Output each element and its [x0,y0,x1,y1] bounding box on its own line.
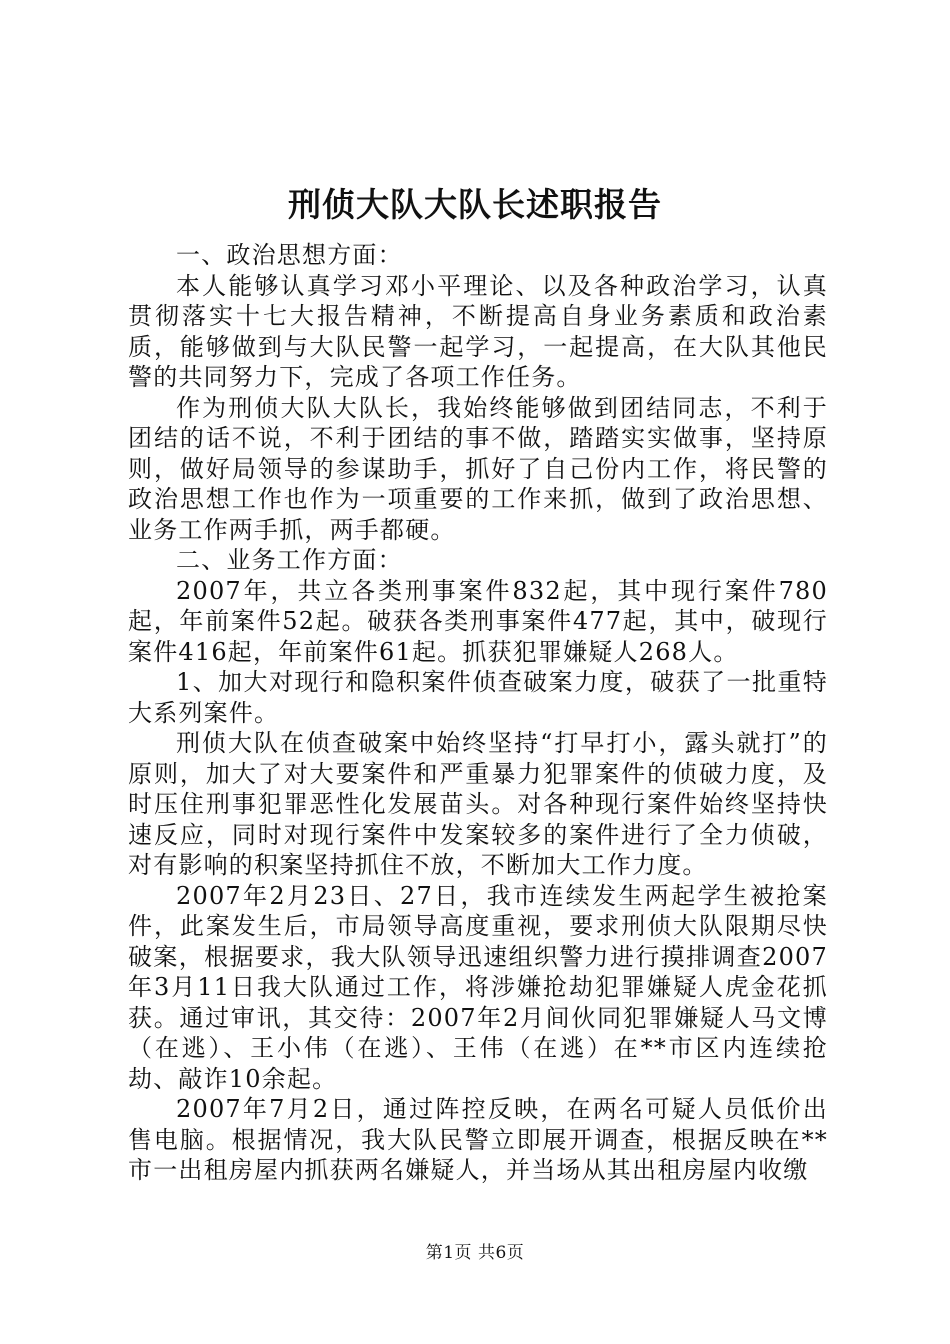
document-title: 刑侦大队大队长述职报告 [288,185,662,224]
paragraph-case-robbery: 2007年2月23日、27日，我市连续发生两起学生被抢案件，此案发生后，市局领导高度重视，要求刑侦大队限期尽快破案，根据要求，我大队领导迅速组织警力进行摸排调查2007年3月11日我大队通过工作，将涉嫌抢劫犯罪嫌疑人虎金花抓获。通过审讯，其交待：2007年2月间伙同犯罪嫌疑人马文博（在逃）、王小伟（在逃）、王伟（在逃）在**市区内连续抢劫、敲诈10余起。 [128,881,828,1093]
section-heading-politics: 一、政治思想方面： [176,241,403,269]
section-heading-business: 二、业务工作方面： [176,546,403,574]
document-body [128,240,828,1186]
paragraph-study: 本人能够认真学习邓小平理论、以及各种政治学习，认真贯彻落实十七大报告精神，不断提高自身业务素质和政治素质，能够做到与大队民警一起学习，一起提高，在大队其他民警的共同努力下，完成了各项工作任务。 [128,271,828,391]
paragraph-case-computers: 2007年7月2日，通过阵控反映，在两名可疑人员低价出售电脑。根据情况，我大队民警立即展开调查，根据反映在**市一出租房屋内抓获两名嫌疑人，并当场从其出租房屋内收缴 [128,1095,828,1184]
paragraph-statistics: 2007年，共立各类刑事案件832起，其中现行案件780起，年前案件52起。破获各类刑事案件477起，其中，破现行案件416起，年前案件61起。抓获犯罪嫌疑人268人。 [128,576,828,666]
paragraph-unity: 作为刑侦大队大队长，我始终能够做到团结同志，不利于团结的话不说，不利于团结的事不做，踏踏实实做事，坚持原则，做好局领导的参谋助手，抓好了自己份内工作，将民警的政治思想工作也作为一项重要的工作来抓，做到了政治思想、业务工作两手抓，两手都硬。 [128,393,828,544]
page-number-footer: 第1页 共6页 [425,1243,525,1263]
subheading-investigation: 1、加大对现行和隐积案件侦查破案力度，破获了一批重特大系列案件。 [128,668,828,727]
paragraph-principles: 刑侦大队在侦查破案中始终坚持“打早打小，露头就打”的原则，加大了对大要案件和严重暴力犯罪案件的侦破力度，及时压住刑事犯罪恶性化发展苗头。对各种现行案件始终坚持快速反应，同时对现行案件中发案较多的案件进行了全力侦破，对有影响的积案坚持抓住不放，不断加大工作力度。 [128,729,828,879]
